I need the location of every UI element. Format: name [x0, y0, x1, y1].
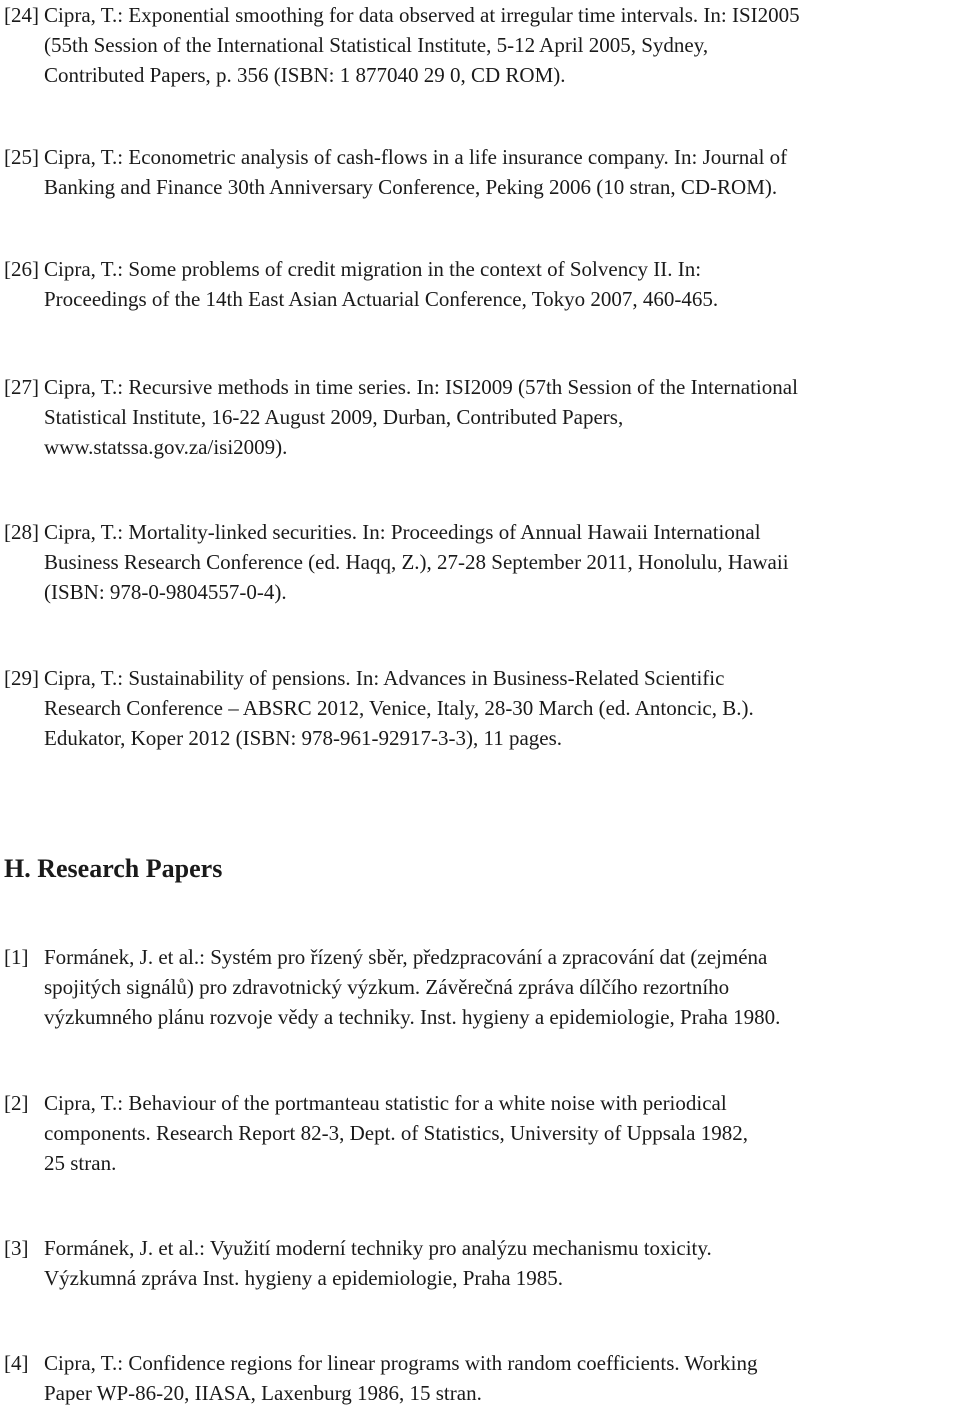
reference-number: [27] — [4, 375, 39, 399]
reference-text: Cipra, T.: Exponential smoothing for data observed at irregular time intervals. In: ISI2005 (55th Session of the International Statistical Institute, 5-12 April 2005, Sydney, Contributed Papers, p. 356 (ISBN: 1 877040 29 0, CD ROM). — [44, 3, 800, 87]
reference-number: [26] — [4, 257, 39, 281]
reference-25 — [0, 142, 958, 202]
reference-text: Cipra, T.: Behaviour of the portmanteau statistic for a white noise with periodical components. Research Report 82-3, Dept. of Statistics, University of Uppsala 1982, 25 stran. — [44, 1091, 748, 1175]
reference-28 — [0, 517, 958, 607]
research-paper-1 — [0, 942, 958, 1032]
reference-text: Cipra, T.: Confidence regions for linear programs with random coefficients. Working Paper WP-86-20, IIASA, Laxenburg 1986, 15 stran. — [44, 1351, 758, 1405]
reference-29 — [0, 663, 958, 753]
reference-text: Formánek, J. et al.: Systém pro řízený sběr, předzpracování a zpracování dat (zejména spojitých signálů) pro zdravotnický výzkum. Závěrečná zpráva dílčího rezortního výzkumného plánu rozvoje vědy a techniky. Inst. hygieny a epidemiologie, Praha 1980. — [44, 945, 781, 1029]
reference-number: [1] — [4, 945, 29, 969]
reference-number: [2] — [4, 1091, 29, 1115]
reference-number: [24] — [4, 3, 39, 27]
reference-number: [28] — [4, 520, 39, 544]
reference-number: [25] — [4, 145, 39, 169]
reference-number: [29] — [4, 666, 39, 690]
reference-text: Cipra, T.: Some problems of credit migration in the context of Solvency II. In: Proceedings of the 14th East Asian Actuarial Conference, Tokyo 2007, 460-465. — [44, 257, 719, 311]
reference-27 — [0, 372, 958, 462]
reference-24 — [0, 0, 958, 90]
reference-number: [4] — [4, 1351, 29, 1375]
reference-text: Cipra, T.: Sustainability of pensions. In: Advances in Business-Related Scientific Research Conference – ABSRC 2012, Venice, Italy, 28-30 March (ed. Antoncic, B.). Edukator, Koper 2012 (ISBN: 978-961-92917-3-3), 11 pages. — [44, 666, 754, 750]
research-paper-3 — [0, 1233, 958, 1293]
reference-text: Cipra, T.: Mortality-linked securities. In: Proceedings of Annual Hawaii International Business Research Conference (ed. Haqq, Z.), 27-28 September 2011, Honolulu, Hawaii (ISBN: 978-0-9804557-0-4). — [44, 520, 789, 604]
research-paper-4 — [0, 1348, 958, 1408]
reference-text: Formánek, J. et al.: Využití moderní techniky pro analýzu mechanismu toxicity. Výzkumná zpráva Inst. hygieny a epidemiologie, Praha 1985. — [44, 1236, 712, 1290]
reference-text: Cipra, T.: Econometric analysis of cash-flows in a life insurance company. In: Journal of Banking and Finance 30th Anniversary Conference, Peking 2006 (10 stran, CD-ROM). — [44, 145, 788, 199]
reference-26 — [0, 254, 958, 314]
reference-number: [3] — [4, 1236, 29, 1260]
research-paper-2 — [0, 1088, 958, 1178]
reference-text: Cipra, T.: Recursive methods in time series. In: ISI2009 (57th Session of the International Statistical Institute, 16-22 August 2009, Durban, Contributed Papers, www.statssa.gov.za/isi2009). — [44, 375, 798, 459]
section-heading: H. Research Papers — [4, 854, 223, 883]
